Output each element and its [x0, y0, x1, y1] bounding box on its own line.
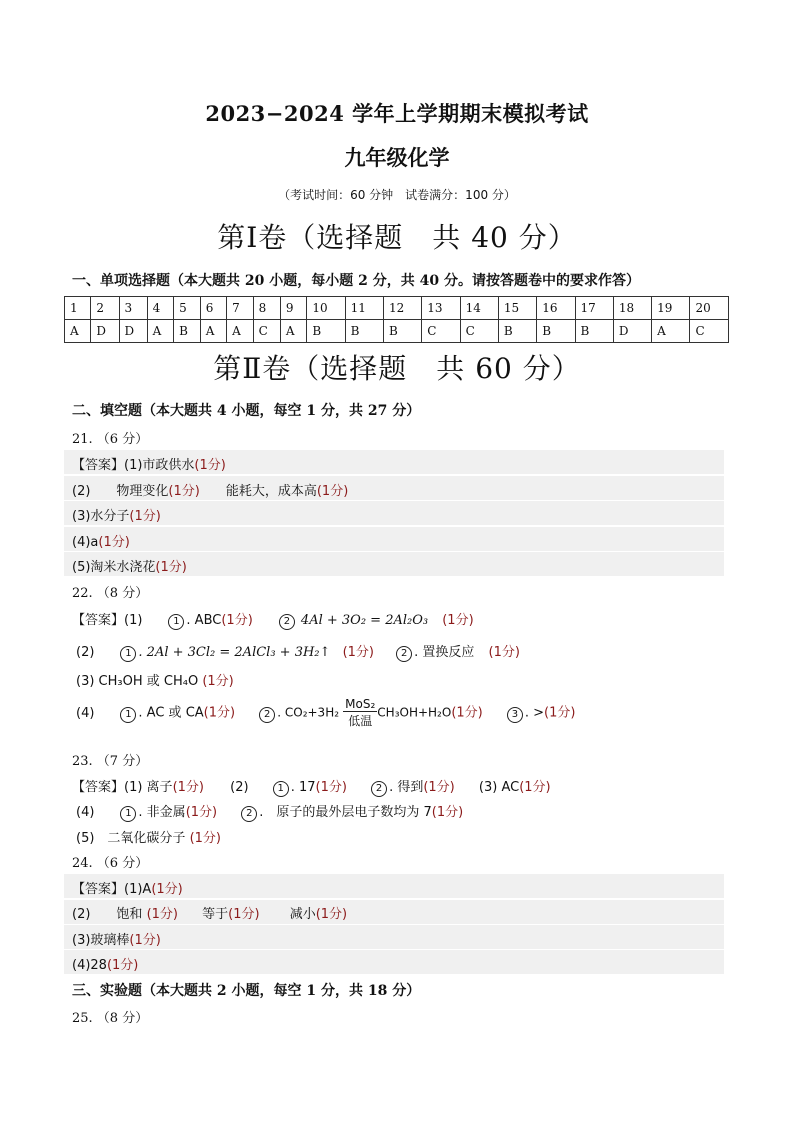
q21-line-3: (3)水分子(1分) [72, 509, 161, 524]
circled-number: 1 [273, 781, 289, 797]
answer-cell: C [422, 320, 460, 343]
section-3-heading: 三、实验题（本大题共 2 小题，每空 1 分，共 18 分） [72, 983, 421, 999]
q21-line-5: (5)淘米水浇花(1分) [72, 560, 187, 575]
question-number-cell: 4 [147, 297, 173, 320]
question-number-cell: 14 [460, 297, 498, 320]
circled-number: 1 [120, 806, 136, 822]
question-number-cell: 8 [253, 297, 280, 320]
question-24-number: 24. （6 分） [72, 856, 149, 871]
answer-block-bg [64, 527, 724, 551]
answer-cell: C [253, 320, 280, 343]
question-number-cell: 17 [575, 297, 613, 320]
answer-table [64, 296, 729, 343]
answer-table-numbers-row [65, 297, 729, 320]
answer-block-bg [64, 501, 724, 525]
q22-line-3: (3) CH₃OH 或 CH₄O (1分) [76, 674, 234, 689]
question-number-cell: 13 [422, 297, 460, 320]
section-2-heading: 二、填空题（本大题共 4 小题，每空 1 分，共 27 分） [72, 403, 421, 419]
answer-cell: D [91, 320, 119, 343]
answer-cell: C [460, 320, 498, 343]
question-number-cell: 9 [280, 297, 306, 320]
answer-cell: B [537, 320, 575, 343]
circled-number: 1 [120, 707, 136, 723]
answer-cell: A [147, 320, 173, 343]
circled-number: 2 [279, 614, 295, 630]
answer-cell: D [119, 320, 147, 343]
question-number-cell: 16 [537, 297, 575, 320]
question-number-cell: 1 [65, 297, 91, 320]
circled-number: 2 [241, 806, 257, 822]
question-number-cell: 10 [307, 297, 345, 320]
part2-title: 第Ⅱ卷（选择题 共 60 分） [213, 352, 581, 385]
q23-line-2: (4) 1 . 非金属(1分) 2 . 原子的最外层电子数均为 7(1分) [76, 805, 464, 820]
exam-title: 2023−2024 学年上学期期末模拟考试 [205, 101, 589, 126]
question-number-cell: 18 [613, 297, 651, 320]
section-1-heading: 一、单项选择题（本大题共 20 小题，每小题 2 分，共 40 分。请按答题卷中的要求作答） [72, 273, 640, 289]
circled-number: 1 [120, 646, 136, 662]
q22-line-4: (4) 1 . AC 或 CA(1分) 2 . CO₂+3H₂ $\frac{\text{MoS₂}}{\text{低温}}$ CH₃OH+H₂O(1分) 3 . >(1分) [76, 697, 576, 728]
question-number-cell: 3 [119, 297, 147, 320]
q21-line-1: 【答案】(1)市政供水(1分) [72, 458, 226, 473]
q23-line-3: (5) 二氧化碳分子 (1分) [76, 831, 221, 846]
answer-cell: B [575, 320, 613, 343]
question-number-cell: 2 [91, 297, 119, 320]
part1-title: 第Ⅰ卷（选择题 共 40 分） [217, 221, 577, 254]
q24-line-1: 【答案】(1)A(1分) [72, 882, 183, 897]
answer-cell: A [280, 320, 306, 343]
exam-subtitle: 九年级化学 [344, 145, 450, 170]
answer-cell: A [65, 320, 91, 343]
question-number-cell: 5 [174, 297, 201, 320]
q24-line-3: (3)玻璃棒(1分) [72, 933, 161, 948]
question-25-number: 25. （8 分） [72, 1011, 149, 1026]
question-number-cell: 12 [383, 297, 421, 320]
answer-cell: A [227, 320, 253, 343]
q23-line-1: 【答案】(1) 离子(1分) (2) 1 . 17(1分) 2 . 得到(1分) (3) AC(1分) [72, 780, 551, 795]
q24-line-2: (2) 饱和 (1分) 等于(1分) 减小(1分) [72, 907, 348, 922]
question-number-cell: 20 [690, 297, 729, 320]
answer-cell: B [307, 320, 345, 343]
answer-cell: B [498, 320, 536, 343]
answer-cell: B [383, 320, 421, 343]
question-number-cell: 6 [200, 297, 226, 320]
question-number-cell: 11 [345, 297, 383, 320]
answer-block-bg [64, 950, 724, 974]
answer-cell: B [345, 320, 383, 343]
question-number-cell: 7 [227, 297, 253, 320]
answer-table-answers-row [65, 320, 729, 343]
question-23-number: 23. （7 分） [72, 754, 149, 769]
q22-line-1: 【答案】(1) 1 . ABC(1分) 2 4Al + 3O₂ = 2Al₂O₃ (1分) [72, 613, 474, 628]
question-22-number: 22. （8 分） [72, 586, 149, 601]
answer-cell: A [200, 320, 226, 343]
q24-line-4: (4)28(1分) [72, 958, 139, 973]
question-21-number: 21. （6 分） [72, 432, 149, 447]
circled-number: 2 [371, 781, 387, 797]
answer-cell: B [174, 320, 201, 343]
circled-number: 3 [507, 707, 523, 723]
reaction-condition: $\frac{\text{MoS₂}}{\text{低温}}$ [345, 697, 376, 728]
q21-line-2: (2) 物理变化(1分) 能耗大，成本高(1分) [72, 484, 349, 499]
answer-block-bg [64, 925, 724, 949]
q22-line-2: (2) 1 . 2Al + 3Cl₂ = 2AlCl₃ + 3H₂↑ (1分) 2 . 置换反应 (1分) [76, 645, 520, 660]
question-number-cell: 15 [498, 297, 536, 320]
circled-number: 2 [396, 646, 412, 662]
answer-cell: D [613, 320, 651, 343]
question-number-cell: 19 [652, 297, 690, 320]
exam-info: （考试时间：60 分钟 试卷满分：100 分） [278, 188, 516, 202]
circled-number: 1 [168, 614, 184, 630]
answer-cell: A [652, 320, 690, 343]
circled-number: 2 [259, 707, 275, 723]
q21-line-4: (4)a(1分) [72, 535, 130, 550]
answer-cell: C [690, 320, 729, 343]
